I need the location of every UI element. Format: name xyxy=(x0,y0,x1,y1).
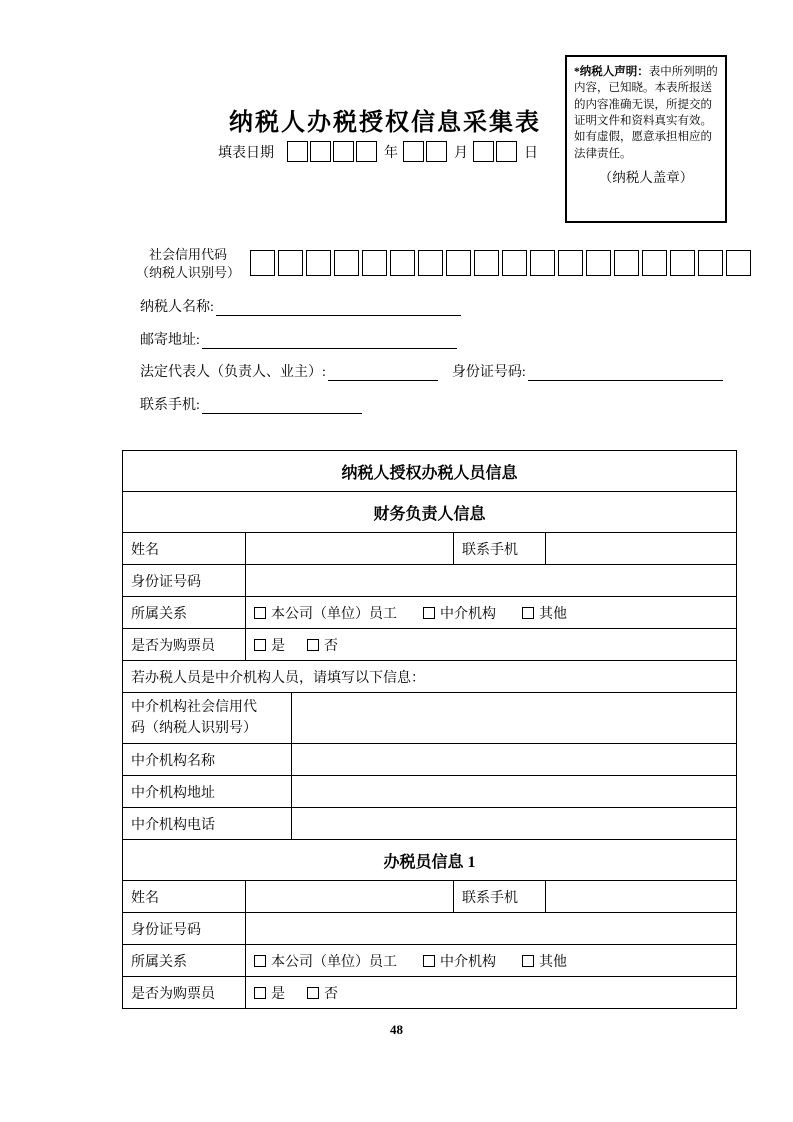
ticket-buyer-label: 是否为购票员 xyxy=(131,986,215,1002)
agency-note-row xyxy=(123,660,736,692)
ticket-option-no[interactable]: 否 xyxy=(307,983,338,1003)
legal-rep-input[interactable] xyxy=(328,363,438,381)
taxpayer-stamp-label: （纳税人盖章） xyxy=(598,169,694,185)
agency-address-label: 中介机构地址 xyxy=(131,785,215,801)
ticket-option-yes[interactable]: 是 xyxy=(254,635,285,655)
month-input-boxes xyxy=(403,141,449,162)
input-box[interactable] xyxy=(670,250,695,276)
taxpayer-name-label: 纳税人名称: xyxy=(140,300,214,315)
ticket-option-no[interactable]: 否 xyxy=(307,635,338,655)
input-box[interactable] xyxy=(418,250,443,276)
name-label: 姓名 xyxy=(131,890,159,906)
ticket-buyer-label: 是否为购票员 xyxy=(131,638,215,654)
year-input-boxes xyxy=(287,141,379,162)
input-box[interactable] xyxy=(496,141,517,162)
agency-address-input-cell[interactable] xyxy=(291,776,736,807)
mobile-label: 联系手机: xyxy=(140,398,200,413)
input-box[interactable] xyxy=(362,250,387,276)
clerk-ticket-row xyxy=(123,976,736,1008)
mail-address-label: 邮寄地址: xyxy=(140,333,200,348)
mobile-row xyxy=(140,394,362,414)
input-box[interactable] xyxy=(390,250,415,276)
checkbox-icon[interactable] xyxy=(254,955,266,967)
checkbox-icon[interactable] xyxy=(423,607,435,619)
table-title-row xyxy=(123,451,736,491)
checkbox-icon[interactable] xyxy=(522,955,534,967)
input-box[interactable] xyxy=(426,141,447,162)
id-number-input[interactable] xyxy=(528,363,723,381)
input-box[interactable] xyxy=(698,250,723,276)
mobile-label: 联系手机 xyxy=(453,533,545,564)
input-box[interactable] xyxy=(473,141,494,162)
mail-address-input[interactable] xyxy=(202,331,457,349)
input-box[interactable] xyxy=(287,141,308,162)
clerk-id-input-cell[interactable] xyxy=(245,913,736,944)
clerk-mobile-input-cell[interactable] xyxy=(545,881,736,912)
declaration-title: *纳税人声明： xyxy=(574,66,649,78)
credit-code-input-boxes xyxy=(250,250,754,276)
input-box[interactable] xyxy=(558,250,583,276)
input-box[interactable] xyxy=(403,141,424,162)
input-box[interactable] xyxy=(278,250,303,276)
agency-note: 若办税人员是中介机构人员，请填写以下信息： xyxy=(131,670,425,686)
finance-section-title: 财务负责人信息 xyxy=(373,505,486,523)
name-label: 姓名 xyxy=(131,542,159,558)
input-box[interactable] xyxy=(502,250,527,276)
id-number-label: 身份证号码 xyxy=(131,922,201,938)
checkbox-icon[interactable] xyxy=(254,987,266,999)
agency-credit-code-label: 中介机构社会信用代码（纳税人识别号） xyxy=(131,700,257,736)
checkbox-icon[interactable] xyxy=(307,987,319,999)
mail-address-row xyxy=(140,329,457,349)
finance-name-row xyxy=(123,532,736,564)
finance-id-row xyxy=(123,564,736,596)
agency-address-row xyxy=(123,775,736,807)
clerk-section-header xyxy=(123,839,736,880)
input-box[interactable] xyxy=(642,250,667,276)
checkbox-icon[interactable] xyxy=(423,955,435,967)
day-input-boxes xyxy=(473,141,519,162)
taxpayer-name-row xyxy=(140,296,461,316)
id-number-label: 身份证号码 xyxy=(131,574,201,590)
day-label: 日 xyxy=(524,145,538,161)
input-box[interactable] xyxy=(474,250,499,276)
ticket-option-yes[interactable]: 是 xyxy=(254,983,285,1003)
fill-date-label: 填表日期 xyxy=(218,145,274,161)
clerk-section-title: 办税员信息 1 xyxy=(383,853,476,871)
clerk-relation-options xyxy=(245,945,736,976)
input-box[interactable] xyxy=(250,250,275,276)
agency-credit-code-input-cell[interactable] xyxy=(291,693,736,743)
checkbox-icon[interactable] xyxy=(254,607,266,619)
relation-label: 所属关系 xyxy=(131,954,187,970)
relation-option-employee[interactable]: 本公司（单位）员工 xyxy=(254,951,397,971)
agency-code-row xyxy=(123,692,736,743)
input-box[interactable] xyxy=(530,250,555,276)
authorized-personnel-table xyxy=(122,450,737,1009)
input-box[interactable] xyxy=(333,141,354,162)
relation-option-other[interactable]: 其他 xyxy=(522,951,567,971)
legal-rep-label: 法定代表人（负责人、业主）: xyxy=(140,365,326,380)
input-box[interactable] xyxy=(726,250,751,276)
relation-option-agency[interactable]: 中介机构 xyxy=(423,951,496,971)
fill-date-row xyxy=(218,141,538,162)
mobile-input[interactable] xyxy=(202,396,362,414)
input-box[interactable] xyxy=(446,250,471,276)
agency-name-label: 中介机构名称 xyxy=(131,753,215,769)
finance-relation-options xyxy=(245,597,736,628)
clerk-name-row xyxy=(123,880,736,912)
relation-label: 所属关系 xyxy=(131,606,187,622)
finance-id-input-cell[interactable] xyxy=(245,565,736,596)
checkbox-icon[interactable] xyxy=(522,607,534,619)
credit-code-label: 社会信用代码 （纳税人识别号） xyxy=(135,247,240,280)
relation-option-agency[interactable]: 中介机构 xyxy=(423,603,496,623)
checkbox-icon[interactable] xyxy=(254,639,266,651)
agency-phone-input-cell[interactable] xyxy=(291,808,736,839)
id-number-label: 身份证号码: xyxy=(451,365,526,380)
finance-section-header xyxy=(123,491,736,532)
finance-ticket-row xyxy=(123,628,736,660)
input-box[interactable] xyxy=(334,250,359,276)
taxpayer-name-input[interactable] xyxy=(216,298,461,316)
clerk-id-row xyxy=(123,912,736,944)
clerk-name-input-cell[interactable] xyxy=(245,881,453,912)
agency-name-row xyxy=(123,743,736,775)
relation-option-other[interactable]: 其他 xyxy=(522,603,567,623)
taxpayer-declaration-box xyxy=(565,55,727,223)
month-label: 月 xyxy=(454,145,468,161)
checkbox-icon[interactable] xyxy=(307,639,319,651)
agency-phone-label: 中介机构电话 xyxy=(131,817,215,833)
table-title: 纳税人授权办税人员信息 xyxy=(341,464,518,482)
input-box[interactable] xyxy=(614,250,639,276)
page-number: 48 xyxy=(390,1022,403,1037)
page-title: 纳税人办税授权信息采集表 xyxy=(229,110,541,136)
relation-option-employee[interactable]: 本公司（单位）员工 xyxy=(254,603,397,623)
year-label: 年 xyxy=(384,145,398,161)
finance-ticket-options xyxy=(245,629,736,660)
finance-name-input-cell[interactable] xyxy=(245,533,453,564)
declaration-body: 表中所列明的内容，已知晓。本表所报送的内容准确无误，所提交的证明文件和资料真实有效。如有虚假，愿意承担相应的法律责任。 xyxy=(574,66,718,160)
agency-name-input-cell[interactable] xyxy=(291,744,736,775)
input-box[interactable] xyxy=(306,250,331,276)
input-box[interactable] xyxy=(356,141,377,162)
input-box[interactable] xyxy=(310,141,331,162)
clerk-ticket-options xyxy=(245,977,736,1008)
finance-relation-row xyxy=(123,596,736,628)
finance-mobile-input-cell[interactable] xyxy=(545,533,736,564)
agency-phone-row xyxy=(123,807,736,839)
mobile-label: 联系手机 xyxy=(453,881,545,912)
legal-rep-row xyxy=(140,361,723,381)
input-box[interactable] xyxy=(586,250,611,276)
clerk-relation-row xyxy=(123,944,736,976)
